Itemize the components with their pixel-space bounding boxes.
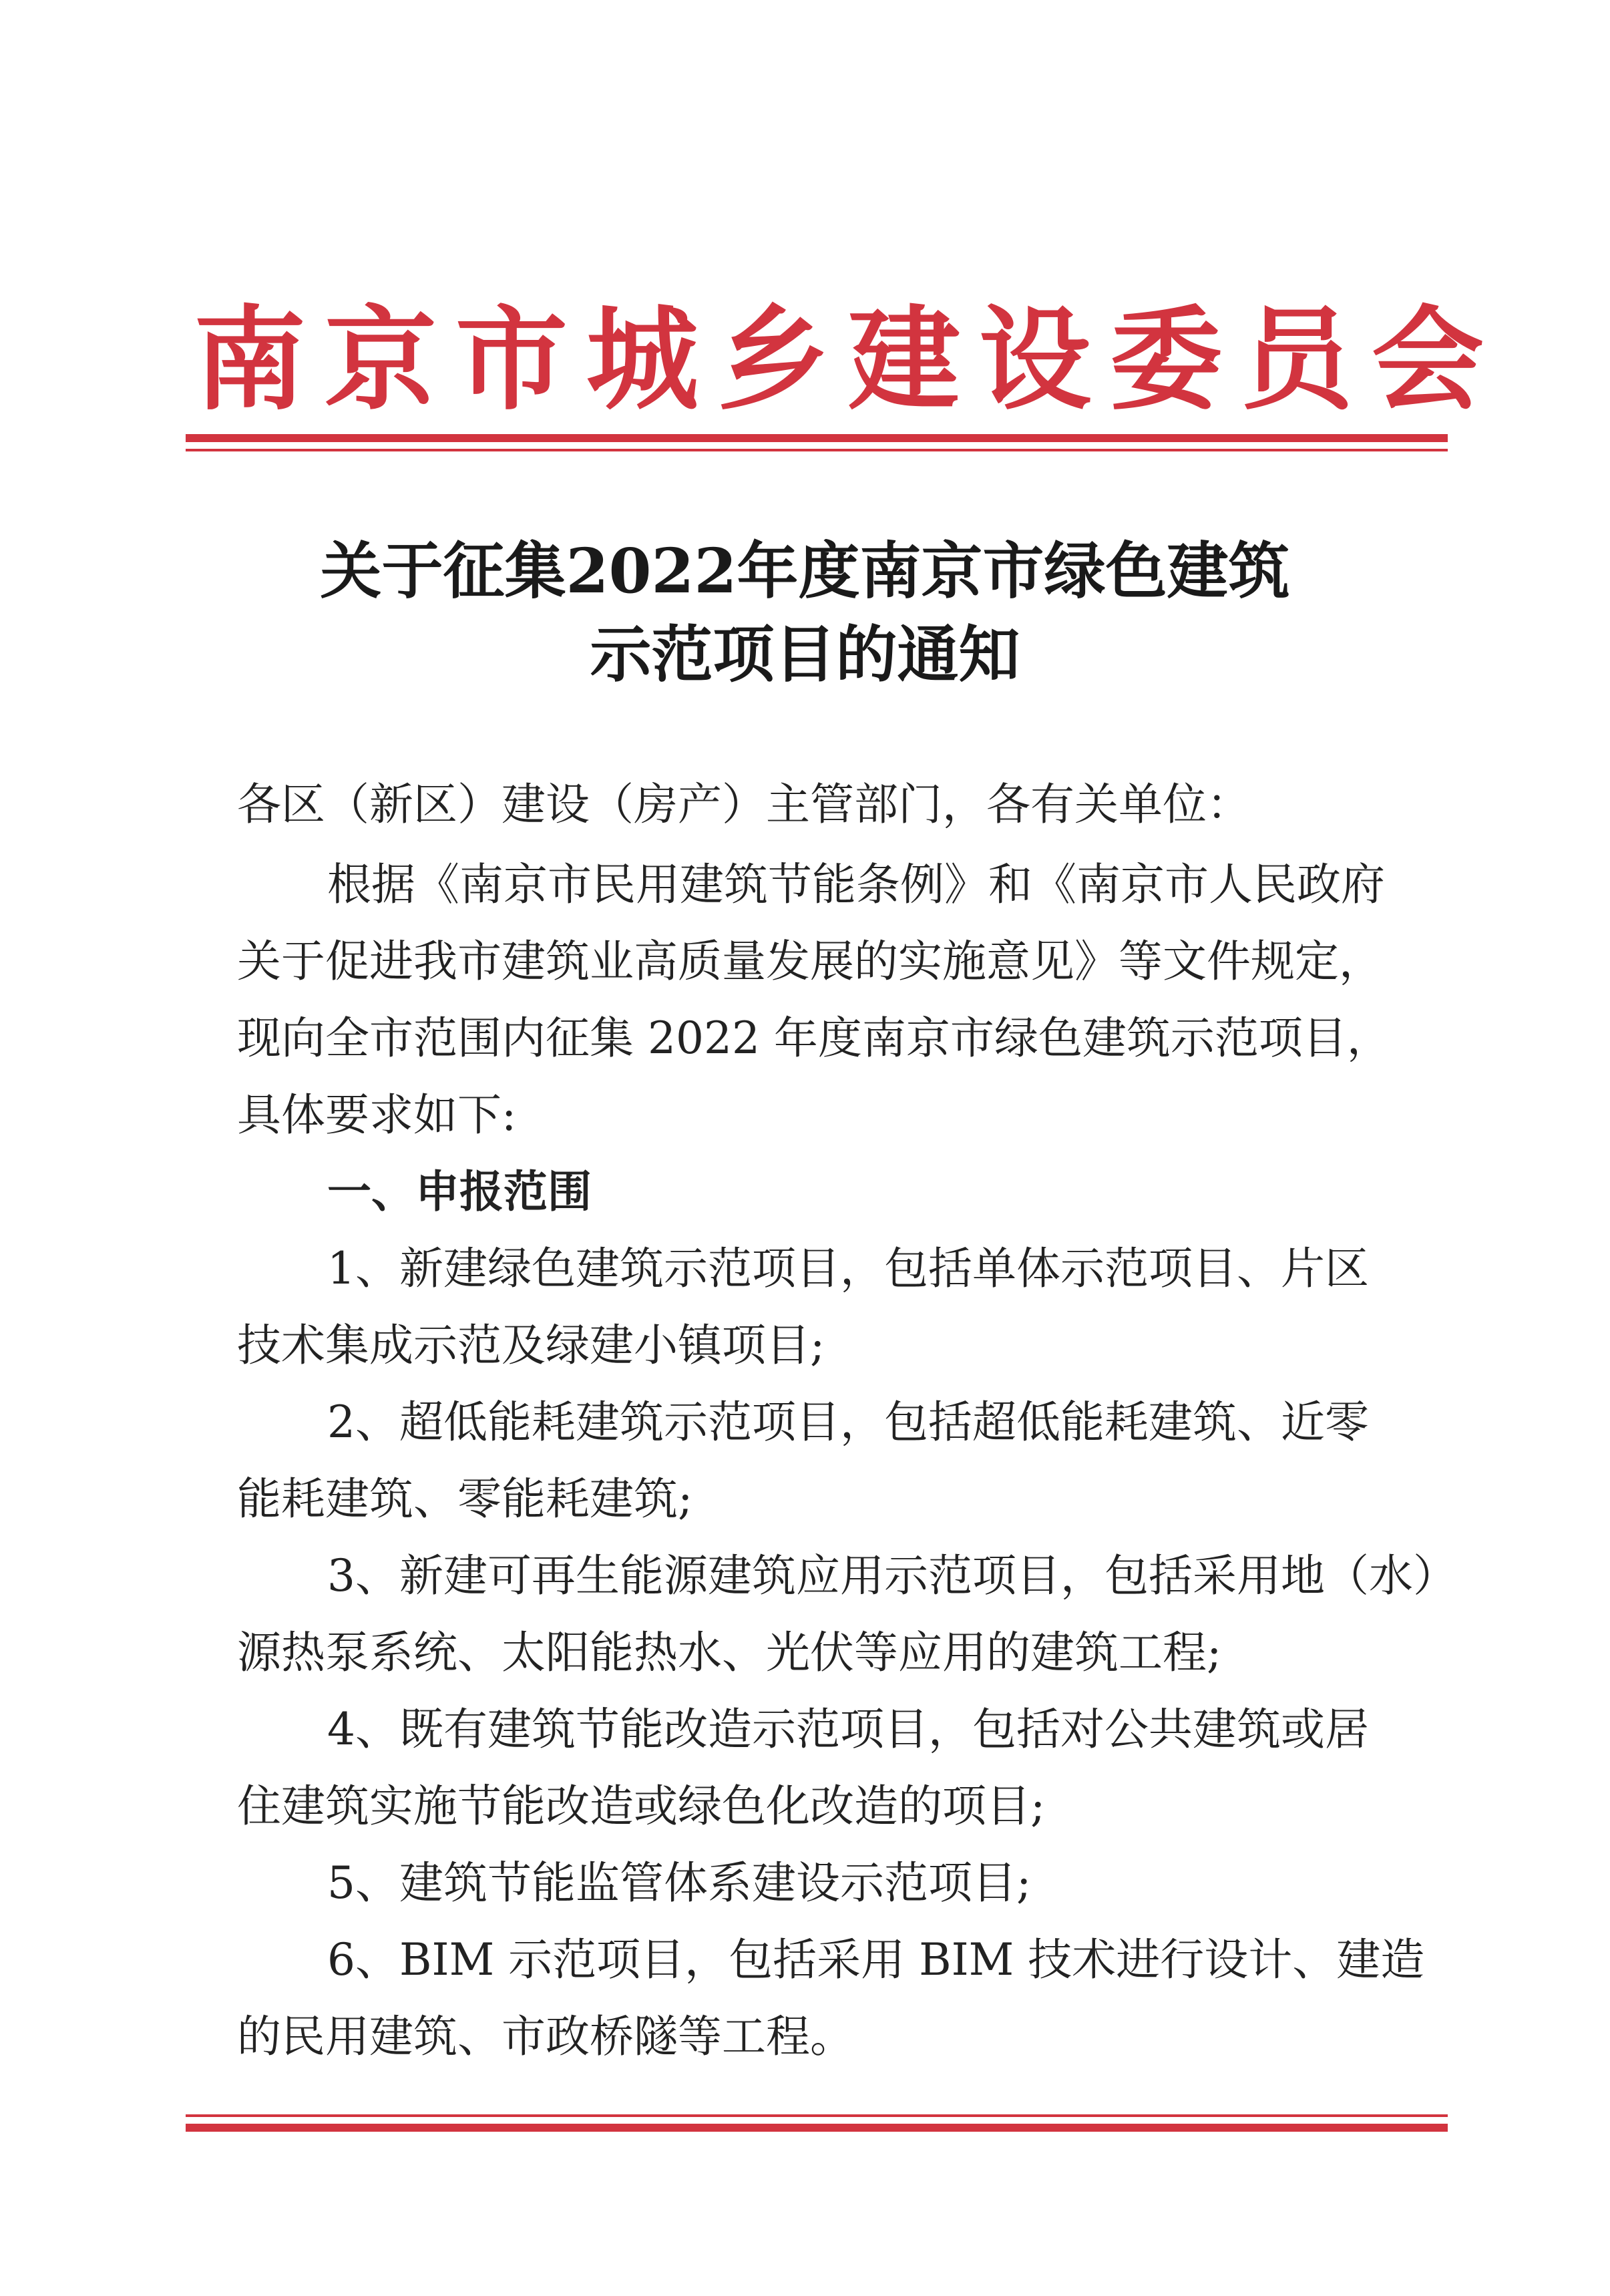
list-item-6-line2: 的民用建筑、市政桥隧等工程。	[237, 2011, 854, 2062]
list-item-2-line2: 能耗建筑、零能耗建筑;	[237, 1473, 693, 1525]
list-item-3-line2: 源热泵系统、太阳能热水、光伏等应用的建筑工程;	[237, 1627, 1222, 1678]
footer-rule-thin	[186, 2114, 1448, 2117]
list-item-1-line1: 1、新建绿色建筑示范项目，包括单体示范项目、片区	[327, 1243, 1369, 1294]
letterhead-rule-thick	[186, 434, 1448, 442]
section-heading-scope: 一、申报范围	[327, 1166, 592, 1217]
list-item-6-line1: 6、BIM 示范项目，包括采用 BIM 技术进行设计、建造	[327, 1934, 1425, 1985]
list-item-2-line1: 2、超低能耗建筑示范项目，包括超低能耗建筑、近零	[327, 1396, 1369, 1448]
list-item-4-line1: 4、既有建筑节能改造示范项目，包括对公共建筑或居	[327, 1704, 1369, 1755]
intro-line-3: 现向全市范围内征集 2022 年度南京市绿色建筑示范项目，	[237, 1012, 1391, 1064]
list-item-1-line2: 技术集成示范及绿建小镇项目;	[237, 1320, 825, 1371]
document-title-line2: 示范项目的通知	[590, 618, 1020, 691]
intro-line-4: 具体要求如下:	[237, 1089, 517, 1141]
intro-line-1: 根据《南京市民用建筑节能条例》和《南京市人民政府	[327, 859, 1385, 910]
letterhead-rule-thin	[186, 449, 1448, 451]
footer-rule-thick	[186, 2124, 1448, 2132]
salutation: 各区（新区）建设（房产）主管部门，各有关单位：	[237, 779, 1251, 830]
intro-line-2: 关于促进我市建筑业高质量发展的实施意见》等文件规定，	[237, 936, 1383, 987]
document-title-line1: 关于征集2022年度南京市绿色建筑	[320, 535, 1290, 607]
list-item-5-line1: 5、建筑节能监管体系建设示范项目;	[327, 1857, 1032, 1909]
list-item-3-line1: 3、新建可再生能源建筑应用示范项目，包括采用地（水）	[327, 1550, 1457, 1601]
letterhead-issuer: 南京市城乡建设委员会	[194, 293, 1502, 425]
list-item-4-line2: 住建筑实施节能改造或绿色化改造的项目;	[237, 1780, 1046, 1832]
